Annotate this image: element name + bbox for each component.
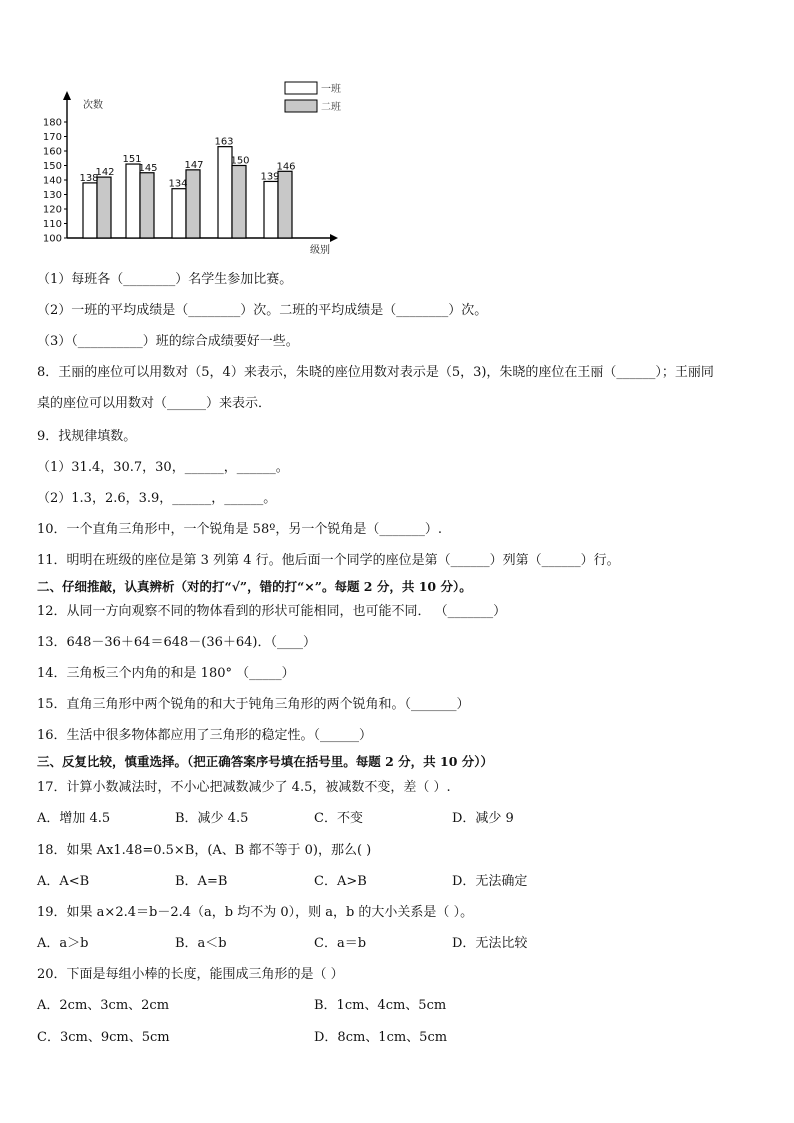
- bar-series-2: [232, 166, 246, 239]
- section-2-heading: 二、仔细推敲，认真辨析（对的打“√”，错的打“×”。每题 2 分，共 10 分）。: [37, 579, 472, 594]
- q19-option-d: D．无法比较: [452, 936, 528, 951]
- bar-value-label: 147: [184, 159, 204, 171]
- y-axis-arrow: [63, 91, 71, 100]
- question-7-part-3: （3）（__________）班的综合成绩要好一些。: [37, 334, 299, 349]
- bar-value-label: 150: [230, 155, 250, 167]
- question-7-part-2: （2）一班的平均成绩是（________）次。二班的平均成绩是（________）次。: [37, 303, 488, 318]
- q20-option-d: D．8cm、1cm、5cm: [314, 1030, 448, 1045]
- section-3-heading: 三、反复比较，慎重选择。（把正确答案序号填在括号里。每题 2 分，共 10 分））: [37, 754, 494, 769]
- y-tick-label: 180: [42, 117, 62, 129]
- y-tick-label: 140: [42, 175, 62, 187]
- question-20: 20．下面是每组小棒的长度，能围成三角形的是（ ）: [37, 967, 344, 982]
- q17-option-a: A．增加 4.5: [37, 811, 111, 826]
- bar-value-label: 134: [168, 178, 188, 190]
- question-15: 15．直角三角形中两个锐角的和大于钝角三角形的两个锐角和。（_______）: [37, 697, 470, 712]
- question-14: 14．三角板三个内角的和是 180° （_____）: [37, 666, 295, 681]
- q18-option-d: D．无法确定: [452, 874, 528, 889]
- bar-value-label: 146: [276, 161, 296, 173]
- q18-option-b: B．A=B: [175, 874, 228, 889]
- bar-series-2: [140, 173, 154, 238]
- q19-option-c: C．a＝b: [314, 936, 367, 951]
- legend-label-series-2: 二班: [321, 102, 341, 113]
- legend-label-series-1: 一班: [321, 84, 341, 95]
- question-9: 9．找规律填数。: [37, 429, 137, 444]
- bar-series-1: [83, 183, 97, 238]
- y-tick-label: 170: [42, 132, 62, 143]
- bar-value-label: 142: [95, 167, 115, 179]
- bar-value-label: 151: [122, 154, 142, 166]
- question-11: 11．明明在班级的座位是第 3 列第 4 行。他后面一个同学的座位是第（______）列第（______）行。: [37, 553, 620, 568]
- question-13: 13．648－36＋64＝648－(36＋64)．（____）: [37, 635, 316, 650]
- x-axis-label: 级别: [310, 245, 330, 256]
- bar-value-label: 145: [138, 162, 158, 174]
- q18-option-a: A．A<B: [37, 874, 90, 889]
- bar-value-label: 139: [260, 171, 280, 183]
- q20-option-a: A．2cm、3cm、2cm: [37, 998, 170, 1013]
- bar-series-1: [172, 189, 186, 238]
- q20-option-c: C．3cm、9cm、5cm: [37, 1030, 170, 1045]
- q19-option-b: B．a＜b: [175, 936, 227, 951]
- question-12: 12．从同一方向观察不同的物体看到的形状可能相同，也可能不同． （_______）: [37, 604, 507, 619]
- question-8-line-1: 8．王丽的座位可以用数对（5，4）来表示，朱晓的座位用数对表示是（5，3)，朱晓的座位在王丽（______）；王丽同: [37, 365, 714, 380]
- question-7-part-1: （1）每班各（________）名学生参加比赛。: [37, 272, 293, 287]
- question-9-part-1: （1）31.4，30.7，30，______，______。: [37, 460, 289, 475]
- legend-swatch-series-2: [285, 100, 317, 112]
- y-tick-label: 130: [42, 190, 62, 201]
- bar-chart: [32, 78, 352, 258]
- bar-value-label: 163: [214, 136, 234, 148]
- q20-option-b: B．1cm、4cm、5cm: [314, 998, 447, 1013]
- q18-option-c: C．A>B: [314, 874, 367, 889]
- x-axis-arrow: [330, 234, 338, 242]
- y-tick-label: 100: [42, 233, 62, 245]
- question-17: 17．计算小数减法时，不小心把减数减少了 4.5，被减数不变，差（ ）.: [37, 780, 451, 795]
- y-tick-label: 150: [42, 161, 62, 172]
- bar-series-2: [97, 177, 111, 238]
- q17-option-c: C．不变: [314, 811, 363, 826]
- q19-option-a: A．a＞b: [37, 936, 89, 951]
- q17-option-d: D．减少 9: [452, 811, 514, 826]
- y-tick-label: 110: [42, 219, 62, 230]
- bar-value-label: 138: [79, 172, 99, 184]
- y-tick-label: 160: [42, 146, 62, 158]
- question-16: 16．生活中很多物体都应用了三角形的稳定性。（______）: [37, 728, 373, 743]
- bar-series-2: [278, 171, 292, 238]
- question-18: 18．如果 Ax1.48=0.5×B，(A、B 都不等于 0)，那么( ): [37, 843, 372, 858]
- y-axis-label: 次数: [83, 100, 103, 111]
- question-19: 19．如果 a×2.4＝b－2.4（a，b 均不为 0），则 a，b 的大小关系是（ ）。: [37, 905, 474, 920]
- q17-option-b: B．减少 4.5: [175, 811, 249, 826]
- bar-series-1: [264, 181, 278, 238]
- question-9-part-2: （2）1.3，2.6，3.9，______，______。: [37, 491, 277, 506]
- bar-series-2: [186, 170, 200, 238]
- bar-chart-svg: [32, 78, 352, 258]
- question-8-line-2: 桌的座位可以用数对（______）来表示．: [37, 396, 272, 411]
- y-tick-label: 120: [42, 204, 62, 216]
- legend-swatch-series-1: [285, 82, 317, 94]
- bar-series-1: [126, 164, 140, 238]
- question-10: 10．一个直角三角形中，一个锐角是 58º，另一个锐角是（_______）.: [37, 522, 442, 537]
